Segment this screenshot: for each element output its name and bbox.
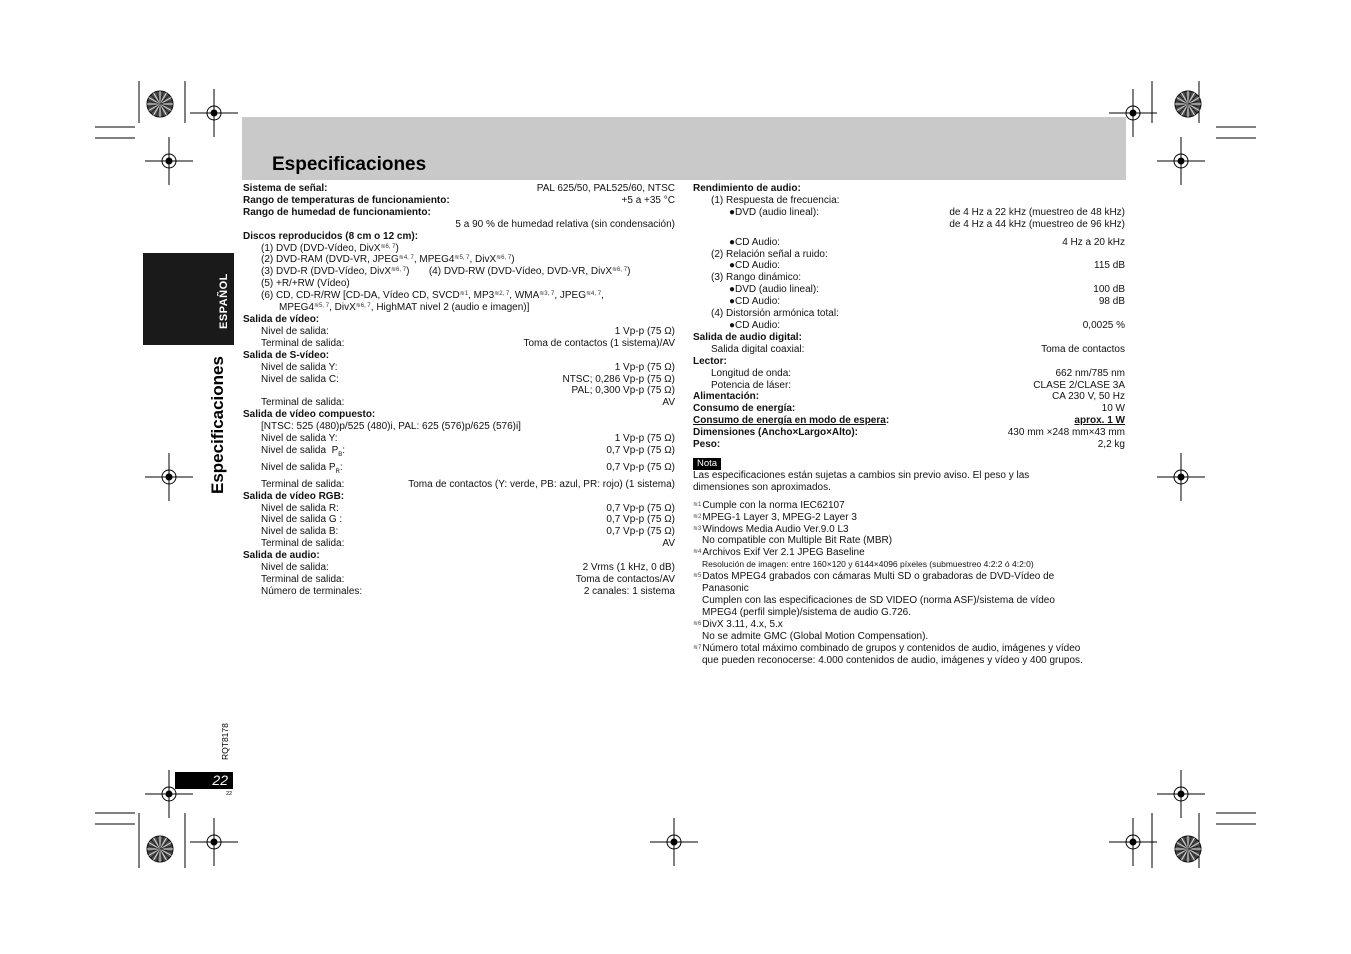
spec-heading: Salida de vídeo RGB: [243, 490, 345, 502]
small-page-number: 22 [226, 791, 233, 797]
registration-target-mark [1175, 836, 1201, 862]
spec-row: ●CD Audio: 0,0025 % [729, 319, 1125, 331]
page-number: 22 [212, 772, 228, 788]
spec-row: Nivel de salida C: NTSC; 0,286 Vp-p (75 Ω) [261, 373, 675, 385]
spec-row: Nivel de salida Y: 1 Vp-p (75 Ω) [261, 433, 675, 445]
spec-heading: Salida de vídeo compuesto: [243, 409, 376, 421]
disc-line: (1) DVD (DVD-Vídeo, DivX$^{≋6, 7}$) [261, 242, 399, 254]
disc-line: $MPEG4^{≋5, 7}$, DivX$^{≋6, 7}$, HighMAT nivel 2 (audio e imagen)] [279, 302, 530, 314]
spec-row: ●CD Audio: 4 Hz a 20 kHz [729, 236, 1125, 248]
footnote-continuation: MPEG4 (perfil simple)/sistema de audio G.726. [702, 606, 911, 618]
disc-line: (3) DVD-R (DVD-Vídeo, DivX$^{≋6, 7}$) (4) DVD-RW (DVD-Vídeo, DVD-VR, DivX$^{≋6, 7}$) [261, 266, 631, 278]
crosshair-mark [190, 818, 238, 866]
footnote-detail: Resolución de imagen: entre 160×120 y 6144×4096 píxeles (submuestreo 4:2:2 ó 4:2:0) [702, 559, 1034, 570]
spec-row: Longitud de onda: 662 nm/785 nm [711, 367, 1125, 379]
spec-heading: Rendimiento de audio: [693, 183, 801, 194]
crosshair-mark [650, 818, 698, 866]
footnote-continuation: Cumplen con las especificaciones de SD VIDEO (norma ASF)/sistema de vídeo [702, 595, 1055, 606]
spec-row: Terminal de salida: Toma de contactos/AV [261, 574, 675, 585]
spec-row: Nivel de salida Y: 1 Vp-p (75 Ω) [261, 361, 675, 373]
footnote: ≋1 Cumple con la norma IEC62107 [693, 499, 845, 511]
spec-row: Terminal de salida: Toma de contactos (Y: verde, PB: azul, PR: rojo) (1 sistema) [261, 478, 675, 490]
spec-subheading: (1) Respuesta de frecuencia: [711, 194, 840, 206]
spec-row: Nivel de salida $P_B$: 0,7 Vp-p (75 Ω) [261, 444, 675, 458]
spec-row: Alimentación: CA 230 V, 50 Hz [693, 391, 1125, 403]
specs-right-column [693, 183, 1125, 666]
document-code: RQT8178 [220, 723, 230, 760]
spec-heading: Lector: [693, 355, 727, 367]
footnote: ≋5 Datos MPEG4 grabados con cámaras Multi SD o grabadoras de DVD-Vídeo de [693, 571, 1055, 583]
footnote: ≋7 Número total máximo combinado de grupos y contenidos de audio, imágenes y vídeo [693, 642, 1081, 654]
crosshair-mark [1157, 453, 1205, 501]
spec-row: Terminal de salida: AV [261, 397, 675, 409]
spec-row: Terminal de salida: AV [261, 538, 675, 550]
footnote-continuation: que pueden reconocerse: 4.000 contenidos de audio, imágenes y vídeo y 400 grupos. [702, 654, 1083, 666]
footnote: ≋6 DivX 3.11, 4.x, 5.x [693, 618, 783, 630]
spec-heading: Salida de vídeo: [243, 313, 320, 325]
spec-subheading: (2) Relación señal a ruido: [711, 248, 828, 260]
spec-row: Número de terminales: 2 canales: 1 sistema [261, 585, 675, 597]
spec-row: Nivel de salida: 1 Vp-p (75 Ω) [261, 325, 675, 337]
spec-heading: Salida de S-vídeo: [243, 349, 330, 361]
spec-row: Nivel de salida B: 0,7 Vp-p (75 Ω) [261, 526, 675, 538]
spec-row: Nivel de salida R: 0,7 Vp-p (75 Ω) [261, 502, 675, 514]
crosshair-mark [145, 453, 193, 501]
language-label: ESPAÑOL [218, 273, 230, 329]
registration-target-mark [147, 836, 173, 862]
disc-line: (5) +R/+RW (Vídeo) [261, 278, 350, 290]
spec-row: ●CD Audio: 98 dB [729, 296, 1125, 308]
note-text: dimensiones son aproximados. [693, 481, 831, 493]
footnote: ≋3 Windows Media Audio Ver.9.0 L3 [693, 523, 849, 535]
crosshair-mark [1157, 137, 1205, 185]
registration-target-mark [147, 91, 173, 117]
spec-subheading: (4) Distorsión armónica total: [711, 308, 839, 320]
spec-row: ●DVD (audio lineal): 100 dB [729, 284, 1125, 296]
footnote: ≋4 Archivos Exif Ver 2.1 JPEG Baseline [693, 547, 865, 559]
spec-row: Nivel de salida $P_R$: 0,7 Vp-p (75 Ω) [261, 461, 675, 475]
spec-value: PAL; 0,300 Vp-p (75 Ω) [571, 385, 675, 397]
spec-heading: Discos reproducidos (8 cm o 12 cm): [243, 230, 419, 242]
spec-row: Nivel de salida: 2 Vrms (1 kHz, 0 dB) [261, 562, 675, 574]
note-badge: Nota [693, 458, 721, 470]
spec-value: de 4 Hz a 44 kHz (muestreo de 96 kHz) [949, 218, 1125, 230]
spec-heading: Salida de audio digital: [693, 331, 802, 343]
spec-row: Dimensiones (Ancho×Largo×Alto): 430 mm ×248 mm×43 mm [693, 427, 1125, 439]
spec-row: Consumo de energía: 10 W [693, 403, 1125, 415]
spec-heading: Salida de audio: [243, 550, 320, 562]
spec-row: Consumo de energía en modo de espera: aprox. 1 W [693, 415, 1125, 427]
spec-row: Sistema de señal: PAL 625/50, PAL525/60, NTSC [243, 183, 675, 194]
page-title: Especificaciones [272, 154, 427, 175]
spec-subheading: (3) Rango dinámico: [711, 272, 802, 284]
spec-row: Terminal de salida: Toma de contactos (1 sistema)/AV [261, 337, 675, 349]
footnotes [693, 500, 1125, 667]
note-text: Las especificaciones están sujetas a cambios sin previo aviso. El peso y las [693, 469, 1030, 481]
footnote-continuation: No compatible con Multiple Bit Rate (MBR) [702, 535, 893, 547]
registration-target-mark [1175, 91, 1201, 117]
footnote: ≋2 MPEG-1 Layer 3, MPEG-2 Layer 3 [693, 511, 857, 523]
footnote-continuation: No se admite GMC (Global Motion Compensation). [702, 630, 929, 642]
disc-line: (2) DVD-RAM (DVD-VR, $JPEG^{≋4, 7}$, $MPEG4^{≋5, 7}$, DivX$^{≋6, 7}$) [261, 254, 515, 266]
spec-row: Rango de temperaturas de funcionamiento: +5 a +35 °C [243, 194, 675, 206]
crosshair-mark [190, 89, 238, 137]
spec-row: Peso: 2,2 kg [693, 439, 1125, 451]
spec-value: 5 a 90 % de humedad relativa (sin condensación) [455, 218, 675, 230]
section-vertical-title: Especificaciones [208, 356, 227, 494]
spec-note: [NTSC: 525 (480)p/525 (480)i, PAL: 625 (576)p/625 (576)i] [261, 421, 521, 433]
disc-line: (6) CD, CD-R/RW [CD-DA, Vídeo CD, $SVCD^{≋1}$, $MP3^{≋2, 7}$, $WMA^{≋3, 7}$, $JPEG^{≋4, 7}$, [261, 290, 604, 302]
spec-row: ●CD Audio: 115 dB [729, 260, 1125, 272]
specs-left-column [243, 183, 675, 598]
crosshair-mark [1157, 770, 1205, 818]
spec-row: ●DVD (audio lineal): de 4 Hz a 22 kHz (muestreo de 48 kHz) [729, 206, 1125, 218]
spec-row: Nivel de salida G : 0,7 Vp-p (75 Ω) [261, 514, 675, 526]
footnote-continuation: Panasonic [702, 583, 749, 595]
spec-row: Salida digital coaxial: Toma de contactos [711, 343, 1125, 355]
spec-row: Potencia de láser: CLASE 2/CLASE 3A [711, 379, 1125, 391]
crosshair-mark [1109, 818, 1157, 866]
spec-heading: Rango de humedad de funcionamiento: [243, 206, 431, 218]
crosshair-mark [145, 137, 193, 185]
